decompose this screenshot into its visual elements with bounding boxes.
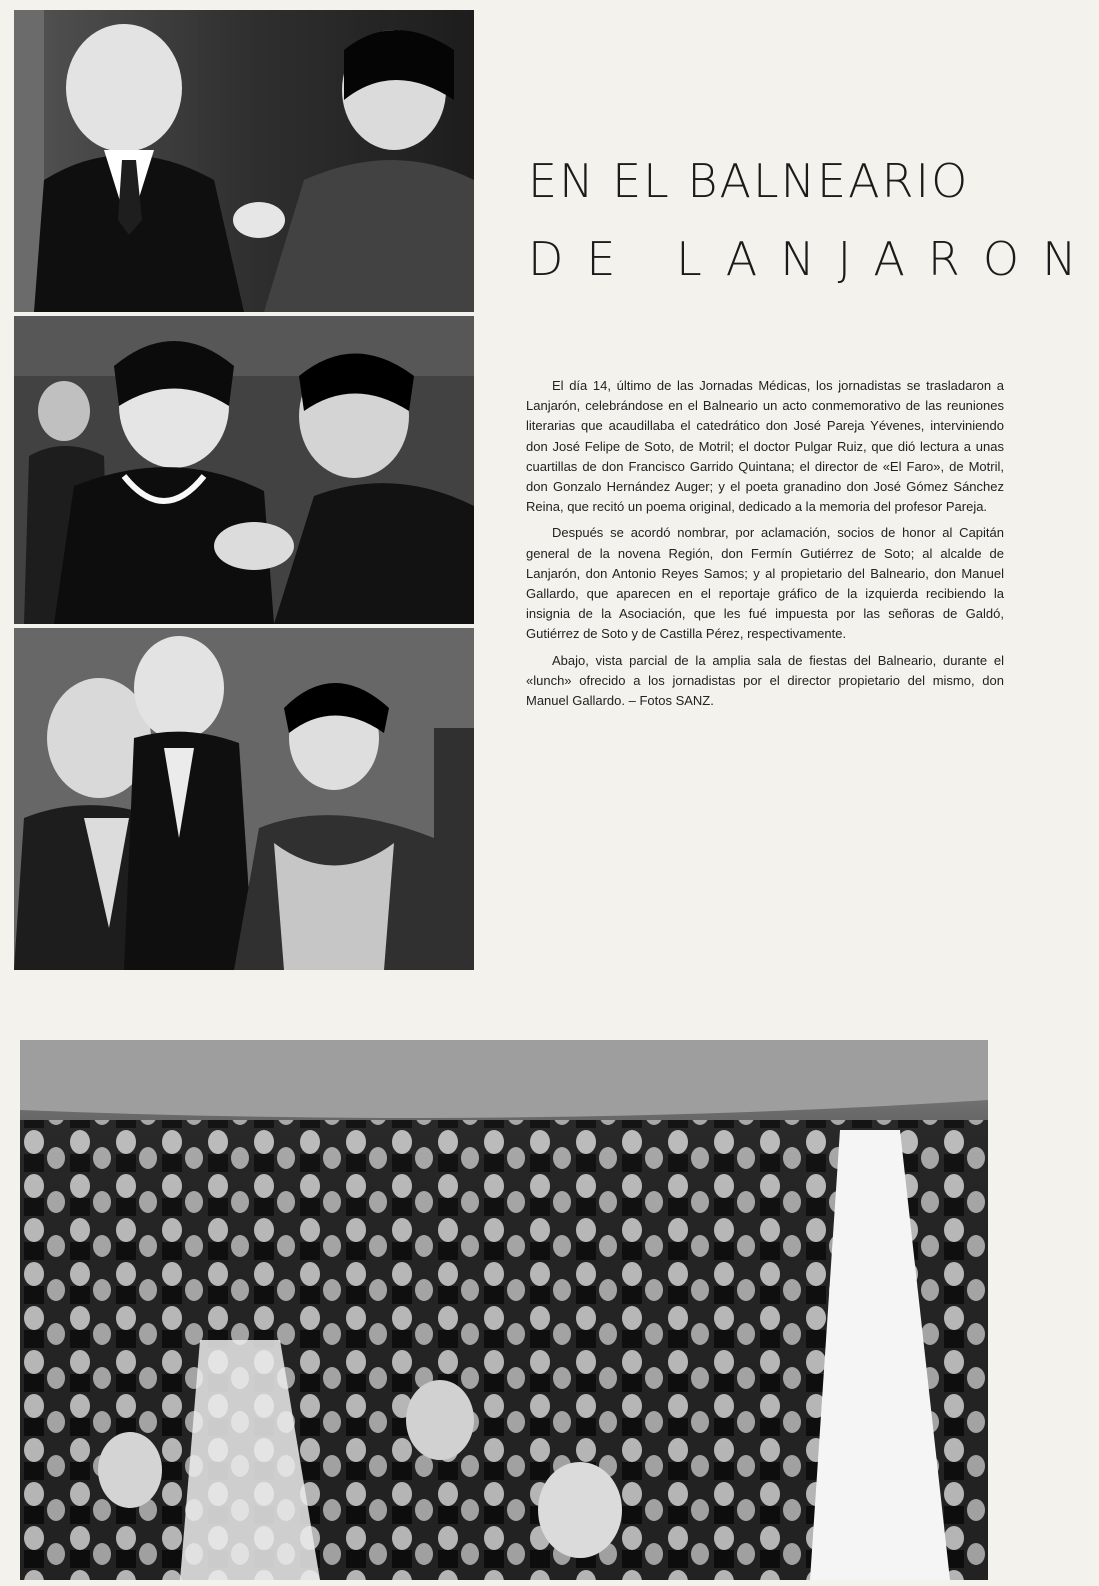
article-body [526, 376, 1004, 717]
photo-insignia-1 [14, 10, 474, 312]
article-paragraph: El día 14, último de las Jornadas Médicas, los jornadistas se trasladaron a Lanjarón, celebrándose en el Balneario un acto conmemorativo de las reuniones literarias que acaudillaba el catedrático don José Pareja Yévenes, interviniendo don José Felipe de Soto, de Motril; el doctor Pulgar Ruiz, que dió lectura a unas cuartillas de don Francisco Garrido Quintana; el director de «El Faro», de Motril, don Gonzalo Hernández Auger; y el poeta granadino don José Gómez Sánchez Reina, que recitó un poema original, dedicado a la memoria del profesor Pareja. [526, 378, 1004, 515]
photo-insignia-3 [14, 628, 474, 970]
headline-line-2: DE LANJARON [528, 232, 1099, 286]
photo-banquet-hall [20, 1040, 988, 1580]
photo-insignia-2 [14, 316, 474, 624]
article-paragraph: Después se acordó nombrar, por aclamación, socios de honor al Capitán general de la novena Región, don Fermín Gutiérrez de Soto; al alcalde de Lanjarón, don Antonio Reyes Samos; y al propietario del Balneario, don Manuel Gallardo, que aparecen en el reportaje gráfico de la izquierda recibiendo la insignia de la Asociación, que les fué impuesta por las señoras de Galdó, Gutiérrez de Soto y de Castilla Pérez, respectivamente. [526, 525, 1004, 642]
headline-line-1: EN EL BALNEARIO [528, 154, 970, 208]
article-paragraph: Abajo, vista parcial de la amplia sala de fiestas del Balneario, durante el «lunch» ofrecido a los jornadistas por el director propietario del mismo, don Manuel Gallardo. – Fotos SANZ. [526, 652, 1004, 709]
